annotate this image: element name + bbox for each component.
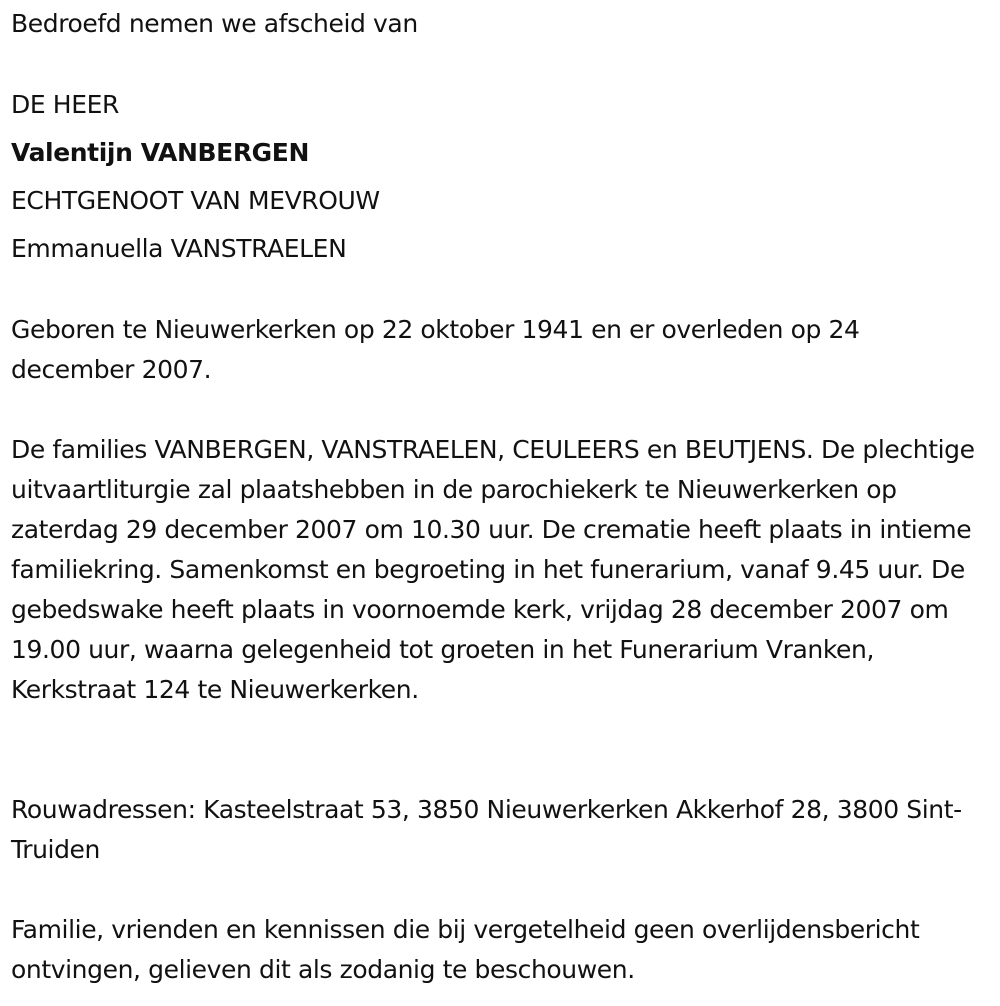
spouse-label: ECHTGENOOT VAN MEVROUW — [11, 186, 380, 215]
intro-text: Bedroefd nemen we afscheid van — [11, 9, 418, 38]
closing-paragraph: Familie, vrienden en kennissen die bij vergetelheid geen overlijdensbericht ontvingen, gelieven dit als zodanig te beschouwen. — [11, 915, 920, 984]
birth-death-paragraph: Geboren te Nieuwerkerken op 22 oktober 1941 en er overleden op 24 december 2007. — [11, 315, 860, 384]
ceremony-paragraph: De families VANBERGEN, VANSTRAELEN, CEULEERS en BEUTJENS. De plechtige uitvaartliturgie zal plaatshebben in de parochiekerk te Nieuwerkerken op zaterdag 29 december 2007 om 10.30 uur. De crematie heeft plaats in intieme familiekring. Samenkomst en begroeting in het funerarium, vanaf 9.45 uur. De gebedswake heeft plaats in voornoemde kerk, vrijdag 28 december 2007 om 19.00 uur, waarna gelegenheid tot groeten in het Funerarium Vranken, Kerkstraat 124 te Nieuwerkerken. — [11, 435, 975, 704]
title-prefix: DE HEER — [11, 90, 119, 119]
deceased-name: Valentijn VANBERGEN — [11, 138, 309, 167]
spouse-name: Emmanuella VANSTRAELEN — [11, 234, 347, 263]
addresses-paragraph: Rouwadressen: Kasteelstraat 53, 3850 Nieuwerkerken Akkerhof 28, 3800 Sint-Truiden — [11, 795, 962, 864]
